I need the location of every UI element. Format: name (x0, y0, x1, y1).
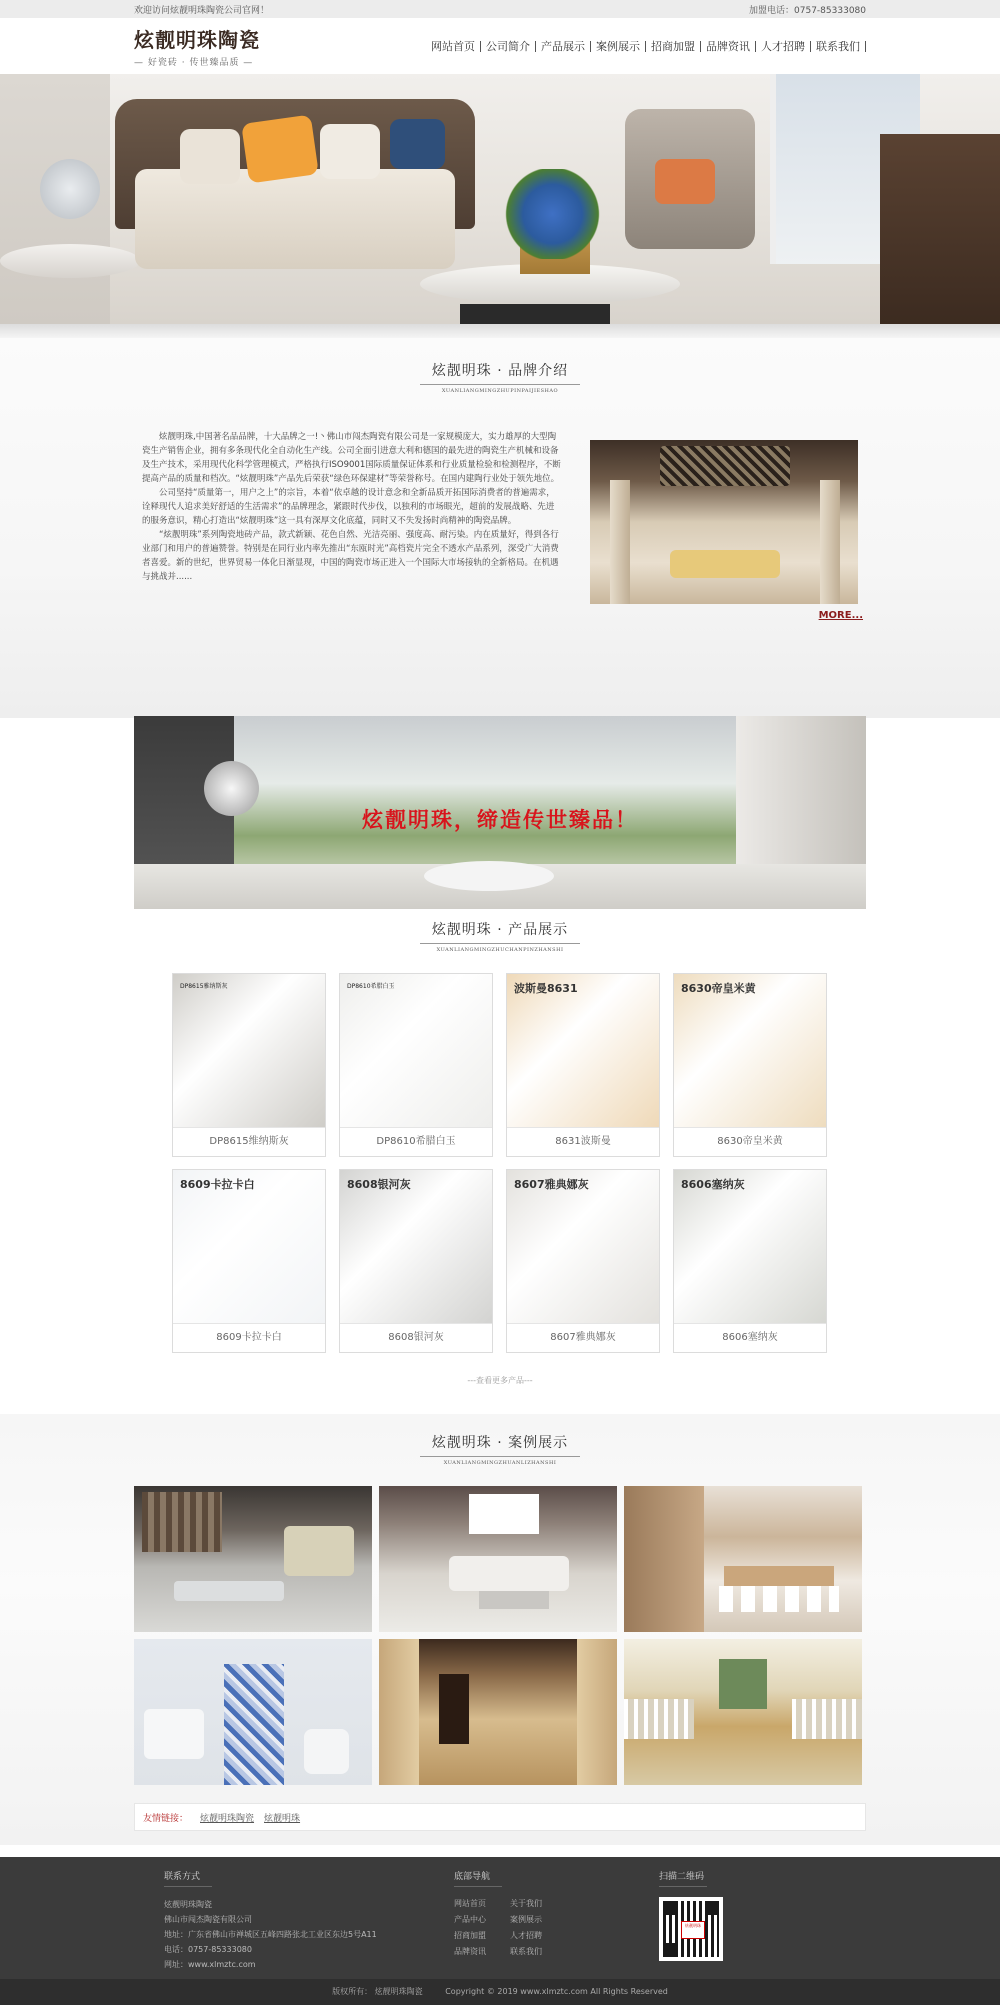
product-card[interactable] (506, 1169, 660, 1353)
brand-subtitle: XUANLIANGMINGZHUPINPAIJIESHAO (441, 388, 559, 394)
product-tag: 8630帝皇米黄 (681, 982, 756, 995)
product-image[interactable] (173, 974, 325, 1128)
product-name[interactable]: 8609卡拉卡白 (216, 1332, 282, 1343)
product-tag: DP8610希腊白玉 (347, 983, 395, 990)
copyright-text: Copyright © 2019 www.xlmztc.com All Rights Reserved (445, 1987, 668, 1996)
case-hallway-marble[interactable] (379, 1639, 617, 1785)
friend-links-label: 友情链接： (143, 1813, 189, 1824)
copyright-owner: 版权所有： 炫靓明珠陶瓷 (332, 1987, 423, 1996)
friend-link[interactable]: 炫靓明珠陶瓷 (200, 1813, 255, 1824)
section-divider (0, 324, 1000, 338)
copyright-bar (0, 1979, 1000, 2005)
footer (0, 1857, 1000, 1979)
product-tag: 8608银河灰 (347, 1178, 411, 1191)
photo-column (610, 480, 630, 604)
heading-rule (420, 384, 580, 385)
products-section (0, 909, 1000, 1396)
product-image[interactable] (507, 1170, 659, 1324)
hero-pillow (180, 129, 240, 184)
cases-subtitle: XUANLIANGMINGZHUANLIZHANSHI (443, 1460, 557, 1466)
welcome-text: 欢迎访问炫靓明珠陶瓷公司官网！ (134, 5, 270, 16)
hero-table-base (460, 304, 610, 324)
nav-news[interactable]: 品牌资讯 (701, 41, 756, 52)
products-subtitle: XUANLIANGMINGZHUCHANPINZHANSHI (436, 947, 564, 953)
product-tag: 8606塞纳灰 (681, 1178, 745, 1191)
footer-nav-link[interactable]: 网站首页 (454, 1899, 486, 1908)
nav-home[interactable]: 网站首页 (426, 41, 481, 52)
hero-pillow (320, 124, 380, 179)
case-kitchen-dining[interactable] (624, 1486, 862, 1632)
product-image[interactable] (340, 974, 492, 1128)
banner-caption: 炫靓明珠，缔造传世臻品！ (362, 808, 638, 832)
product-name[interactable]: 8631波斯曼 (555, 1136, 611, 1147)
footer-nav-link[interactable]: 产品中心 (454, 1915, 486, 1924)
nav-jobs[interactable]: 人才招聘 (756, 41, 811, 52)
logo-title: 炫靓明珠陶瓷 (134, 28, 260, 52)
product-tag: 8609卡拉卡白 (180, 1178, 255, 1191)
product-tag: DP8615雅纳斯灰 (180, 983, 228, 990)
hero-flowers (505, 169, 600, 259)
hero-lamp (40, 159, 100, 219)
main-nav (426, 41, 866, 52)
footer-nav (454, 1869, 659, 1972)
product-name[interactable]: DP8615维纳斯灰 (209, 1136, 289, 1147)
product-card[interactable] (172, 973, 326, 1157)
header (0, 18, 1000, 74)
slogan-banner[interactable] (134, 716, 866, 909)
product-image[interactable] (340, 1170, 492, 1324)
nav-contact[interactable]: 联系我们 (811, 41, 866, 52)
product-card[interactable] (339, 1169, 493, 1353)
footer-nav-link[interactable]: 关于我们 (510, 1899, 542, 1908)
brand-title: 炫靓明珠 · 品牌介绍 (431, 363, 569, 379)
qr-center-logo: 炫靓明珠 (681, 1921, 705, 1939)
brand-paragraph: “炫靓明珠”系列陶瓷地砖产品，款式新颖、花色自然、光洁亮丽、强度高、耐污染。内在质量好，得到各行业部门和用户的普遍赞誉。特别是在同行业内率先推出“东瓯时光”高档瓷片完全不透水产品系列，深受广大消费者喜爱。新的世纪，世界贸易一体化日渐显现，中国的陶瓷市场正进入一个国际大市场接轨的全新格局。在机遇与挑战并...... (142, 530, 559, 582)
footer-contact-line: 电话：0757-85333080 (164, 1945, 252, 1954)
footer-contact-title: 联系方式 (164, 1869, 212, 1887)
cases-section (0, 1414, 1000, 1845)
photo-column (820, 480, 840, 604)
footer-nav-title: 底部导航 (454, 1869, 502, 1887)
footer-nav-link[interactable]: 案例展示 (510, 1915, 542, 1924)
product-name[interactable]: 8608银河灰 (388, 1332, 444, 1343)
nav-franchise[interactable]: 招商加盟 (646, 41, 701, 52)
hero-armchair-pillow (655, 159, 715, 204)
product-card[interactable] (673, 1169, 827, 1353)
friend-links (134, 1803, 866, 1831)
hero-side-table (0, 244, 140, 278)
brand-text (142, 430, 562, 604)
product-tag: 波斯曼8631 (514, 982, 578, 995)
footer-nav-link[interactable]: 联系我们 (510, 1947, 542, 1956)
product-tag: 8607雅典娜灰 (514, 1178, 589, 1191)
brand-heading (0, 360, 1000, 394)
footer-contact-line: 地址：广东省佛山市禅城区五峰四路张北工业区东边5号A11 (164, 1930, 377, 1939)
brand-photo (590, 440, 858, 604)
product-image[interactable] (507, 974, 659, 1128)
footer-nav-link[interactable]: 招商加盟 (454, 1931, 486, 1940)
nav-products[interactable]: 产品展示 (536, 41, 591, 52)
footer-contact-line: 佛山市闯杰陶瓷有限公司 (164, 1915, 252, 1924)
case-villa-hall[interactable] (624, 1639, 862, 1785)
footer-qr (659, 1869, 809, 1972)
photo-sofa (670, 550, 780, 578)
nav-cases[interactable]: 案例展示 (591, 41, 646, 52)
more-products-link[interactable]: ---查看更多产品--- (467, 1376, 533, 1385)
hotline-text: 加盟电话：0757-85333080 (749, 5, 866, 16)
case-grid (134, 1486, 866, 1785)
photo-ceiling (660, 446, 790, 486)
case-living-room-gray[interactable] (134, 1486, 372, 1632)
hero-sofa-seat (135, 169, 455, 269)
heading-rule (420, 943, 580, 944)
qr-code-icon (659, 1897, 723, 1961)
brand-paragraph: 公司坚持“质量第一，用户之上”的宗旨，本着“依卓越的设计意念和全新品质开拓国际消费者的普遍需求，诠释现代人追求美好舒适的生活需求”的品牌理念，紧跟时代步伐，以独利的市场眼光，超前的发展战略、先进的服务意识，精心打造出“炫靓明珠”这一具有深厚文化底蕴，同时又不失发扬时尚精神的陶瓷品牌。 (142, 488, 555, 526)
footer-nav-link[interactable]: 品牌资讯 (454, 1947, 486, 1956)
nav-about[interactable]: 公司简介 (481, 41, 536, 52)
product-card[interactable] (506, 973, 660, 1157)
hero-pillow-orange (241, 114, 319, 183)
hero-cabinet (880, 134, 1000, 324)
brand-section (0, 338, 1000, 718)
products-title: 炫靓明珠 · 产品展示 (431, 922, 569, 938)
hero-banner[interactable] (0, 74, 1000, 324)
brand-paragraph: 炫靓明珠,中国著名品品牌，十大品牌之一!丶佛山市闯杰陶瓷有限公司是一家规模庞大，实力雄厚的大型陶瓷生产销售企业，拥有多条现代化全自动化生产线。公司全面引进意大利和德国的最先进的陶瓷生产机械和设备及生产技术，采用现代化科学管理模式，严格执行ISO9001国际质量保证体系和行业质量检验和检测程序，不断提高产品的质量和档次。“炫靓明珠”产品先后荣获“绿色环保建材”等荣誉称号。在国内建陶行业处于领先地位。 (142, 432, 561, 484)
product-name[interactable]: DP8610希腊白玉 (376, 1136, 456, 1147)
footer-contact-line: 炫靓明珠陶瓷 (164, 1900, 212, 1909)
friend-link[interactable]: 炫靓明珠 (264, 1813, 301, 1824)
footer-nav-link[interactable]: 人才招聘 (510, 1931, 542, 1940)
footer-contact (134, 1869, 454, 1972)
footer-contact-line: 网址：www.xlmztc.com (164, 1960, 256, 1969)
hero-pillow-blue (390, 119, 445, 169)
cases-title: 炫靓明珠 · 案例展示 (431, 1435, 569, 1451)
case-bathroom-mosaic[interactable] (134, 1639, 372, 1785)
products-heading (0, 919, 1000, 953)
product-image[interactable] (674, 1170, 826, 1324)
footer-qr-title: 扫描二维码 (659, 1869, 707, 1887)
product-card[interactable] (339, 973, 493, 1157)
banner-lounge-chair (424, 861, 554, 891)
heading-rule (420, 1456, 580, 1457)
logo[interactable] (134, 24, 260, 68)
product-image[interactable] (173, 1170, 325, 1324)
product-name[interactable]: 8630帝皇米黄 (717, 1136, 783, 1147)
product-card[interactable] (673, 973, 827, 1157)
case-living-room-beige[interactable] (379, 1486, 617, 1632)
logo-slogan: — 好瓷砖 · 传世臻品质 — (134, 58, 254, 68)
brand-more-link[interactable]: MORE... (818, 610, 863, 621)
product-name[interactable]: 8607雅典娜灰 (550, 1332, 616, 1343)
product-grid (172, 973, 828, 1353)
top-bar (0, 0, 1000, 18)
cases-heading (0, 1432, 1000, 1466)
product-card[interactable] (172, 1169, 326, 1353)
product-image[interactable] (674, 974, 826, 1128)
product-name[interactable]: 8606塞纳灰 (722, 1332, 778, 1343)
